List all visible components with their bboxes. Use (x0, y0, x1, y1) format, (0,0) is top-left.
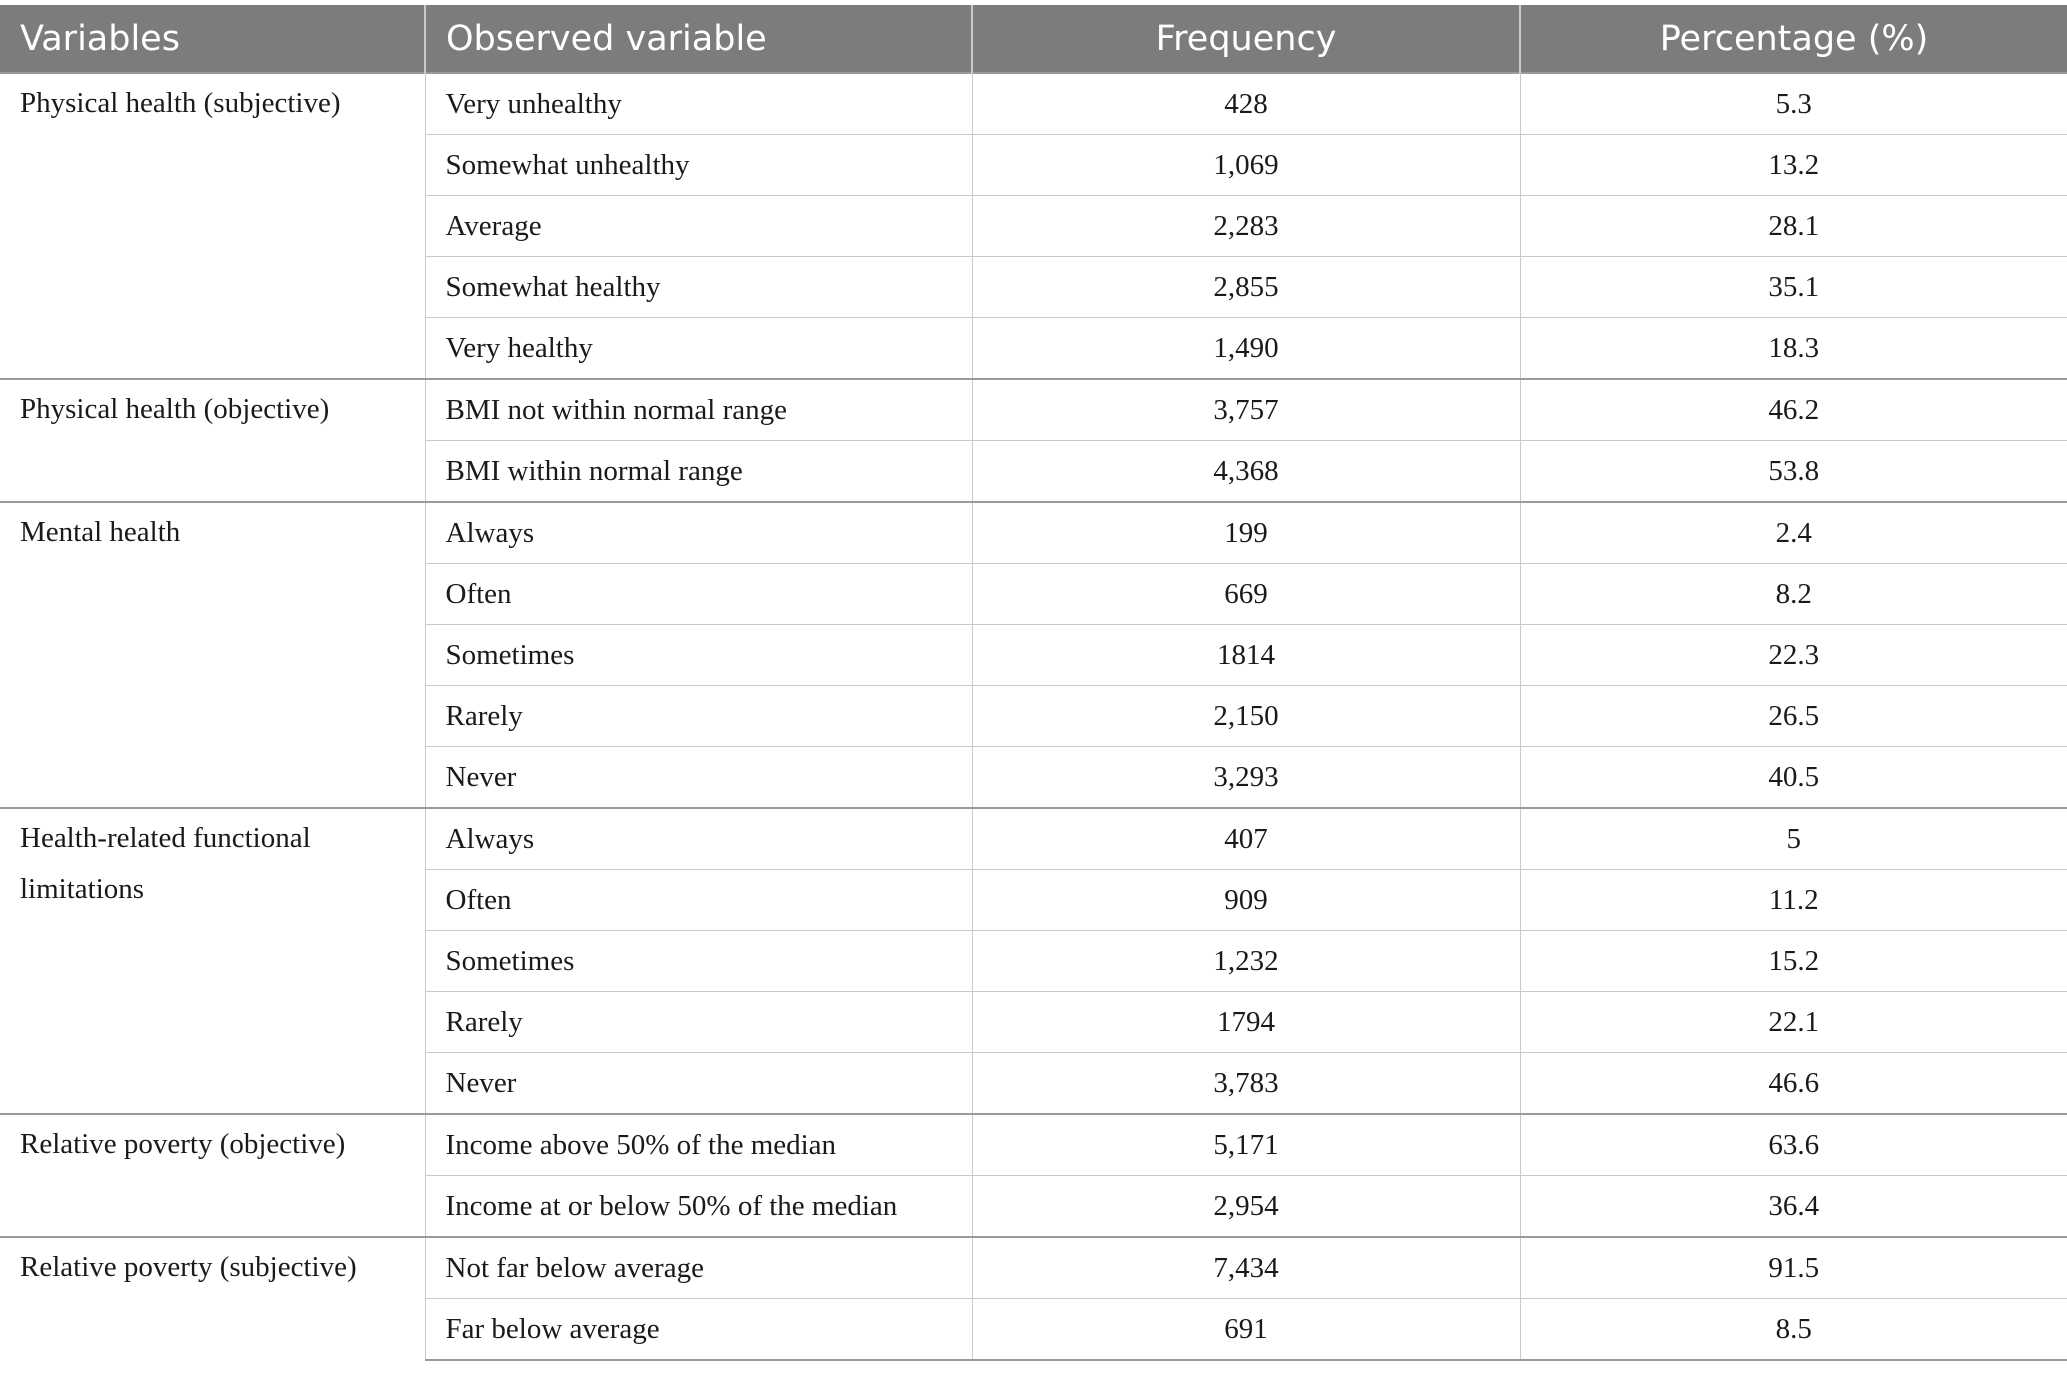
percentage-cell: 5 (1520, 808, 2067, 870)
frequency-cell: 3,783 (972, 1053, 1520, 1115)
frequency-cell: 2,954 (972, 1176, 1520, 1238)
percentage-cell: 46.6 (1520, 1053, 2067, 1115)
variable-cell: Relative poverty (objective) (0, 1114, 425, 1237)
table-row (0, 808, 2067, 870)
data-table (0, 5, 2067, 1361)
frequency-cell: 691 (972, 1299, 1520, 1361)
table-row (0, 502, 2067, 564)
percentage-cell: 26.5 (1520, 686, 2067, 747)
percentage-cell: 13.2 (1520, 135, 2067, 196)
percentage-cell: 5.3 (1520, 73, 2067, 135)
observed-variable-cell: Very unhealthy (425, 73, 972, 135)
frequency-cell: 2,150 (972, 686, 1520, 747)
observed-variable-cell: Always (425, 502, 972, 564)
observed-variable-cell: Far below average (425, 1299, 972, 1361)
observed-variable-cell: Rarely (425, 686, 972, 747)
frequency-cell: 1814 (972, 625, 1520, 686)
table-row (0, 1237, 2067, 1299)
observed-variable-cell: Often (425, 564, 972, 625)
observed-variable-cell: Always (425, 808, 972, 870)
table-row (0, 1114, 2067, 1176)
header-observed-variable: Observed variable (425, 5, 972, 73)
variable-cell: Relative poverty (subjective) (0, 1237, 425, 1360)
frequency-cell: 1,490 (972, 318, 1520, 380)
percentage-cell: 15.2 (1520, 931, 2067, 992)
frequency-cell: 3,757 (972, 379, 1520, 441)
observed-variable-cell: Often (425, 870, 972, 931)
percentage-cell: 8.2 (1520, 564, 2067, 625)
variable-cell: Mental health (0, 502, 425, 808)
percentage-cell: 22.1 (1520, 992, 2067, 1053)
observed-variable-cell: Never (425, 1053, 972, 1115)
frequency-cell: 3,293 (972, 747, 1520, 809)
observed-variable-cell: Somewhat unhealthy (425, 135, 972, 196)
observed-variable-cell: Sometimes (425, 625, 972, 686)
percentage-cell: 22.3 (1520, 625, 2067, 686)
percentage-cell: 91.5 (1520, 1237, 2067, 1299)
table-header (0, 5, 2067, 73)
frequency-cell: 669 (972, 564, 1520, 625)
frequency-cell: 407 (972, 808, 1520, 870)
percentage-cell: 11.2 (1520, 870, 2067, 931)
frequency-cell: 5,171 (972, 1114, 1520, 1176)
data-table-container (0, 5, 2067, 1361)
percentage-cell: 8.5 (1520, 1299, 2067, 1361)
variable-cell: Health-related functional limitations (0, 808, 425, 1114)
observed-variable-cell: Income at or below 50% of the median (425, 1176, 972, 1238)
percentage-cell: 63.6 (1520, 1114, 2067, 1176)
observed-variable-cell: BMI not within normal range (425, 379, 972, 441)
frequency-cell: 199 (972, 502, 1520, 564)
header-row (0, 5, 2067, 73)
observed-variable-cell: BMI within normal range (425, 441, 972, 503)
table-row (0, 73, 2067, 135)
percentage-cell: 35.1 (1520, 257, 2067, 318)
percentage-cell: 40.5 (1520, 747, 2067, 809)
frequency-cell: 1,232 (972, 931, 1520, 992)
frequency-cell: 4,368 (972, 441, 1520, 503)
variable-cell: Physical health (objective) (0, 379, 425, 502)
observed-variable-cell: Average (425, 196, 972, 257)
frequency-cell: 1,069 (972, 135, 1520, 196)
percentage-cell: 28.1 (1520, 196, 2067, 257)
frequency-cell: 2,855 (972, 257, 1520, 318)
frequency-cell: 2,283 (972, 196, 1520, 257)
variable-cell: Physical health (subjective) (0, 73, 425, 379)
table-row (0, 379, 2067, 441)
percentage-cell: 18.3 (1520, 318, 2067, 380)
percentage-cell: 2.4 (1520, 502, 2067, 564)
observed-variable-cell: Not far below average (425, 1237, 972, 1299)
header-frequency: Frequency (972, 5, 1520, 73)
header-variables: Variables (0, 5, 425, 73)
frequency-cell: 7,434 (972, 1237, 1520, 1299)
observed-variable-cell: Never (425, 747, 972, 809)
header-percentage: Percentage (%) (1520, 5, 2067, 73)
observed-variable-cell: Very healthy (425, 318, 972, 380)
frequency-cell: 1794 (972, 992, 1520, 1053)
percentage-cell: 53.8 (1520, 441, 2067, 503)
observed-variable-cell: Somewhat healthy (425, 257, 972, 318)
frequency-cell: 909 (972, 870, 1520, 931)
observed-variable-cell: Sometimes (425, 931, 972, 992)
percentage-cell: 46.2 (1520, 379, 2067, 441)
observed-variable-cell: Income above 50% of the median (425, 1114, 972, 1176)
table-body (0, 73, 2067, 1360)
frequency-cell: 428 (972, 73, 1520, 135)
observed-variable-cell: Rarely (425, 992, 972, 1053)
percentage-cell: 36.4 (1520, 1176, 2067, 1238)
